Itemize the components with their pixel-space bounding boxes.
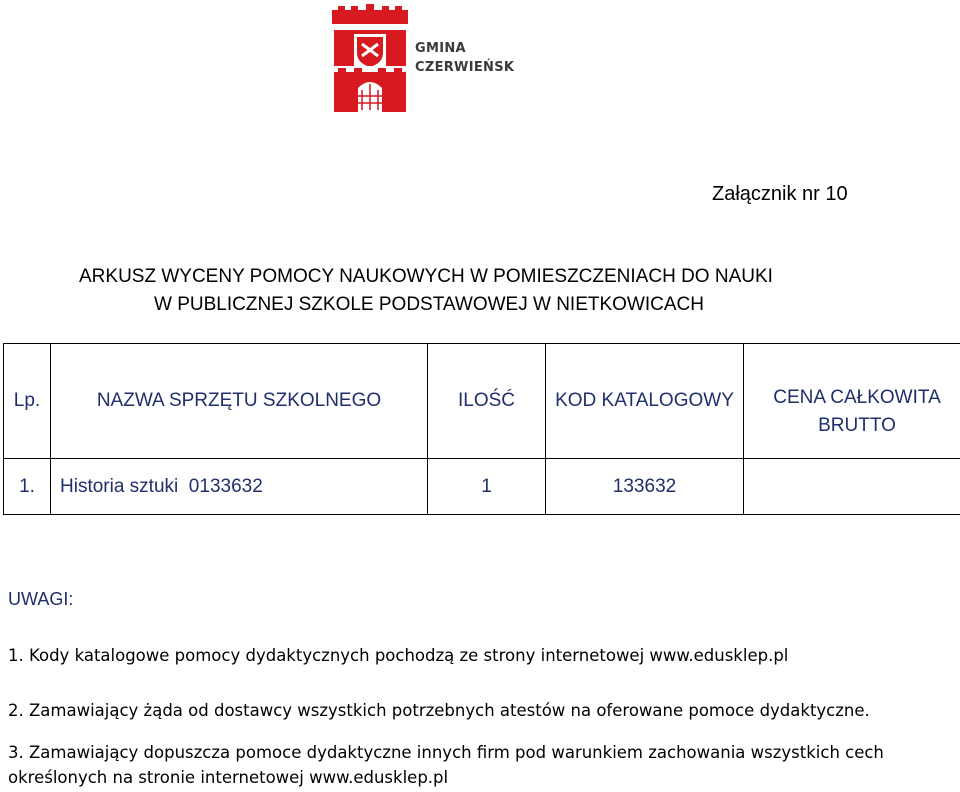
- header-price-label-line-1: CENA CAŁKOWITA: [773, 387, 941, 408]
- document-title-line-2: W PUBLICZNEJ SZKOLE PODSTAWOWEJ W NIETKOWICACH: [154, 294, 704, 315]
- annex-label: Załącznik nr 10: [712, 183, 848, 205]
- price-table: [3, 343, 960, 515]
- note-item-3: 3. Zamawiający dopuszcza pomoce dydaktyczne innych firm pod warunkiem zachowania wszystkich cech: [8, 743, 884, 762]
- row-1-qty-value: 1: [481, 475, 492, 497]
- row-1-lp-value: 1.: [19, 475, 35, 497]
- header-cell-name: [50, 343, 427, 459]
- document-title-line-1: ARKUSZ WYCENY POMOCY NAUKOWYCH W POMIESZCZENIACH DO NAUKI: [79, 266, 773, 287]
- row-1-qty: [427, 459, 545, 515]
- header-cell-price: [744, 343, 960, 459]
- municipality-logo: [330, 4, 530, 116]
- note-item-2: 2. Zamawiający żąda od dostawcy wszystkich potrzebnych atestów na oferowane pomoce dydaktyczne.: [8, 701, 870, 720]
- header-qty-label: ILOŚĆ: [457, 390, 516, 411]
- row-1-code: [545, 459, 744, 515]
- notes-heading: UWAGI:: [8, 589, 74, 609]
- header-name-label: NAZWA SPRZĘTU SZKOLNEGO: [96, 390, 382, 411]
- row-1-name-value: Historia sztuki 0133632: [60, 475, 263, 497]
- coat-of-arms-icon: [330, 4, 410, 116]
- row-1-lp: [3, 459, 50, 515]
- header-code-label: KOD KATALOGOWY: [555, 390, 734, 411]
- logo-text-gmina: GMINA: [415, 41, 466, 56]
- header-cell-lp: [3, 343, 50, 459]
- note-item-1: 1. Kody katalogowe pomocy dydaktycznych pochodzą ze strony internetowej www.edusklep.pl: [8, 646, 789, 665]
- note-item-3-continuation: określonych na stronie internetowej www.edusklep.pl: [8, 768, 449, 787]
- header-cell-code: [545, 343, 744, 459]
- row-1-price: [744, 459, 960, 515]
- row-1-name: [50, 459, 427, 515]
- header-cell-qty: [427, 343, 545, 459]
- logo-text-czerwiensk: CZERWIEŃSK: [415, 60, 515, 75]
- row-1-code-value: 133632: [612, 475, 677, 497]
- header-lp-label: Lp.: [13, 390, 41, 411]
- header-price-label-line-2: BRUTTO: [818, 415, 896, 436]
